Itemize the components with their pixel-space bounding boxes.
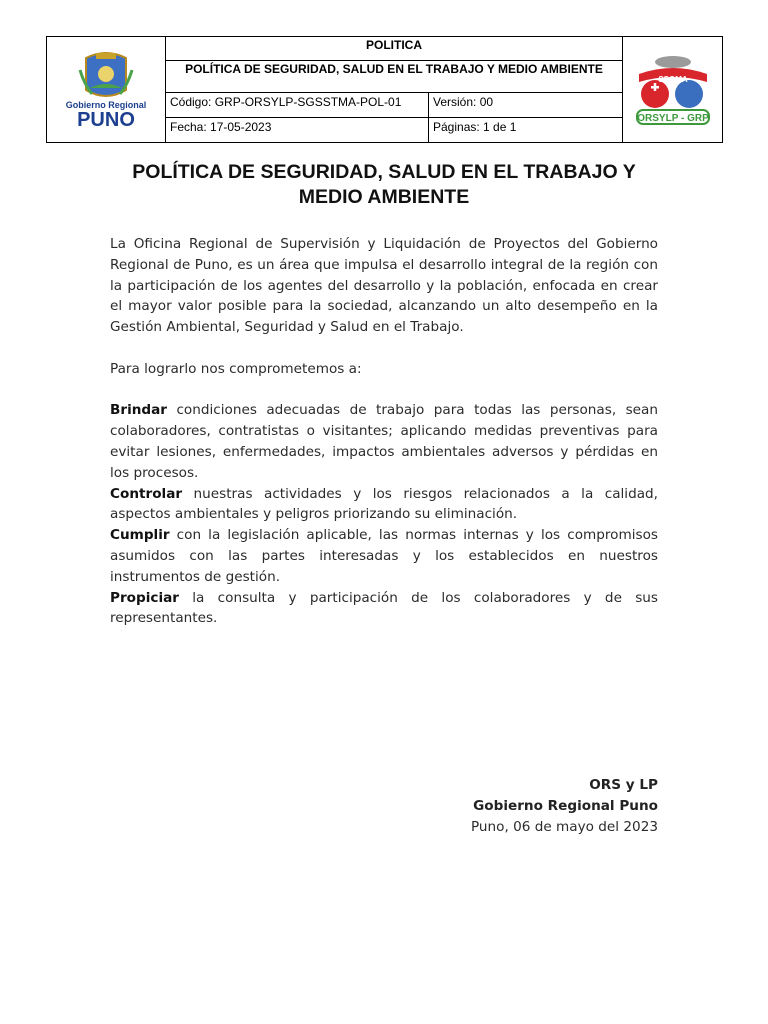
signature-block <box>471 775 658 838</box>
commitment-verb: Controlar <box>110 485 183 502</box>
doc-name: POLÍTICA DE SEGURIDAD, SALUD EN EL TRABAJO Y MEDIO AMBIENTE <box>166 61 622 93</box>
commitment-item <box>110 400 658 483</box>
commitment-item <box>110 484 658 526</box>
signature-org: ORS y LP <box>589 777 658 793</box>
orsylp-label: ORSYLP - GRP <box>636 112 709 124</box>
logo-text-line1: Gobierno Regional <box>65 99 147 110</box>
header-row-date <box>166 118 622 142</box>
header-center <box>166 37 622 142</box>
doc-version: Versión: 00 <box>433 95 494 109</box>
document-title: POLÍTICA DE SEGURIDAD, SALUD EN EL TRABAJO Y MEDIO AMBIENTE <box>132 161 636 208</box>
gobierno-regional-puno-logo <box>47 37 166 142</box>
commitment-text: con la legislación aplicable, las normas internas y los compromisos asumidos con las partes interesadas y los establecidos en nuestros instrumentos de gestión. <box>110 527 658 585</box>
commitment-verb: Cumplir <box>110 527 170 544</box>
signature-place-date: Puno, 06 de mayo del 2023 <box>470 819 658 835</box>
commitment-item <box>110 525 658 587</box>
commitment-item <box>110 588 658 630</box>
ssoma-orsylp-logo <box>622 37 722 142</box>
doc-code: Código: GRP-ORSYLP-SGSSTMA-POL-01 <box>166 93 429 117</box>
header-row-code <box>166 93 622 118</box>
ssoma-label: SSOMA <box>657 74 688 84</box>
document-header-table <box>46 36 723 143</box>
commitment-text: condiciones adecuadas de trabajo para todas las personas, sean colaboradores, contratistas o visitantes; aplicando medidas preventivas para evitar lesiones, enfermedades, impactos ambientales adversos y pérdidas en los procesos. <box>110 402 658 481</box>
commitment-text: nuestras actividades y los riesgos relacionados a la calidad, aspectos ambientales y peligros priorizando su eliminación. <box>110 485 658 523</box>
policy-body <box>110 234 658 629</box>
intro-paragraph: La Oficina Regional de Supervisión y Liquidación de Proyectos del Gobierno Regional de Puno, es un área que impulsa el desarrollo integral de la región con la participación de los agentes del desarrollo y la población, enfocada en crear el mayor valor posible para la sociedad, alcanzando un alto desempeño en la Gestión Ambiental, Seguridad y Salud en el Trabajo. <box>110 236 658 336</box>
commitment-verb: Propiciar <box>110 589 179 606</box>
logo-text-line2: PUNO <box>77 108 135 130</box>
commitment-text: la consulta y participación de los colaboradores y de sus representantes. <box>110 589 658 627</box>
signature-entity: Gobierno Regional Puno <box>473 798 658 814</box>
lead-paragraph: Para lograrlo nos comprometemos a: <box>110 360 362 377</box>
commitment-verb: Brindar <box>110 402 168 419</box>
doc-date: Fecha: 17-05-2023 <box>166 118 429 142</box>
doc-type: POLITICA <box>166 37 622 61</box>
doc-pages: Páginas: 1 de 1 <box>433 120 517 134</box>
